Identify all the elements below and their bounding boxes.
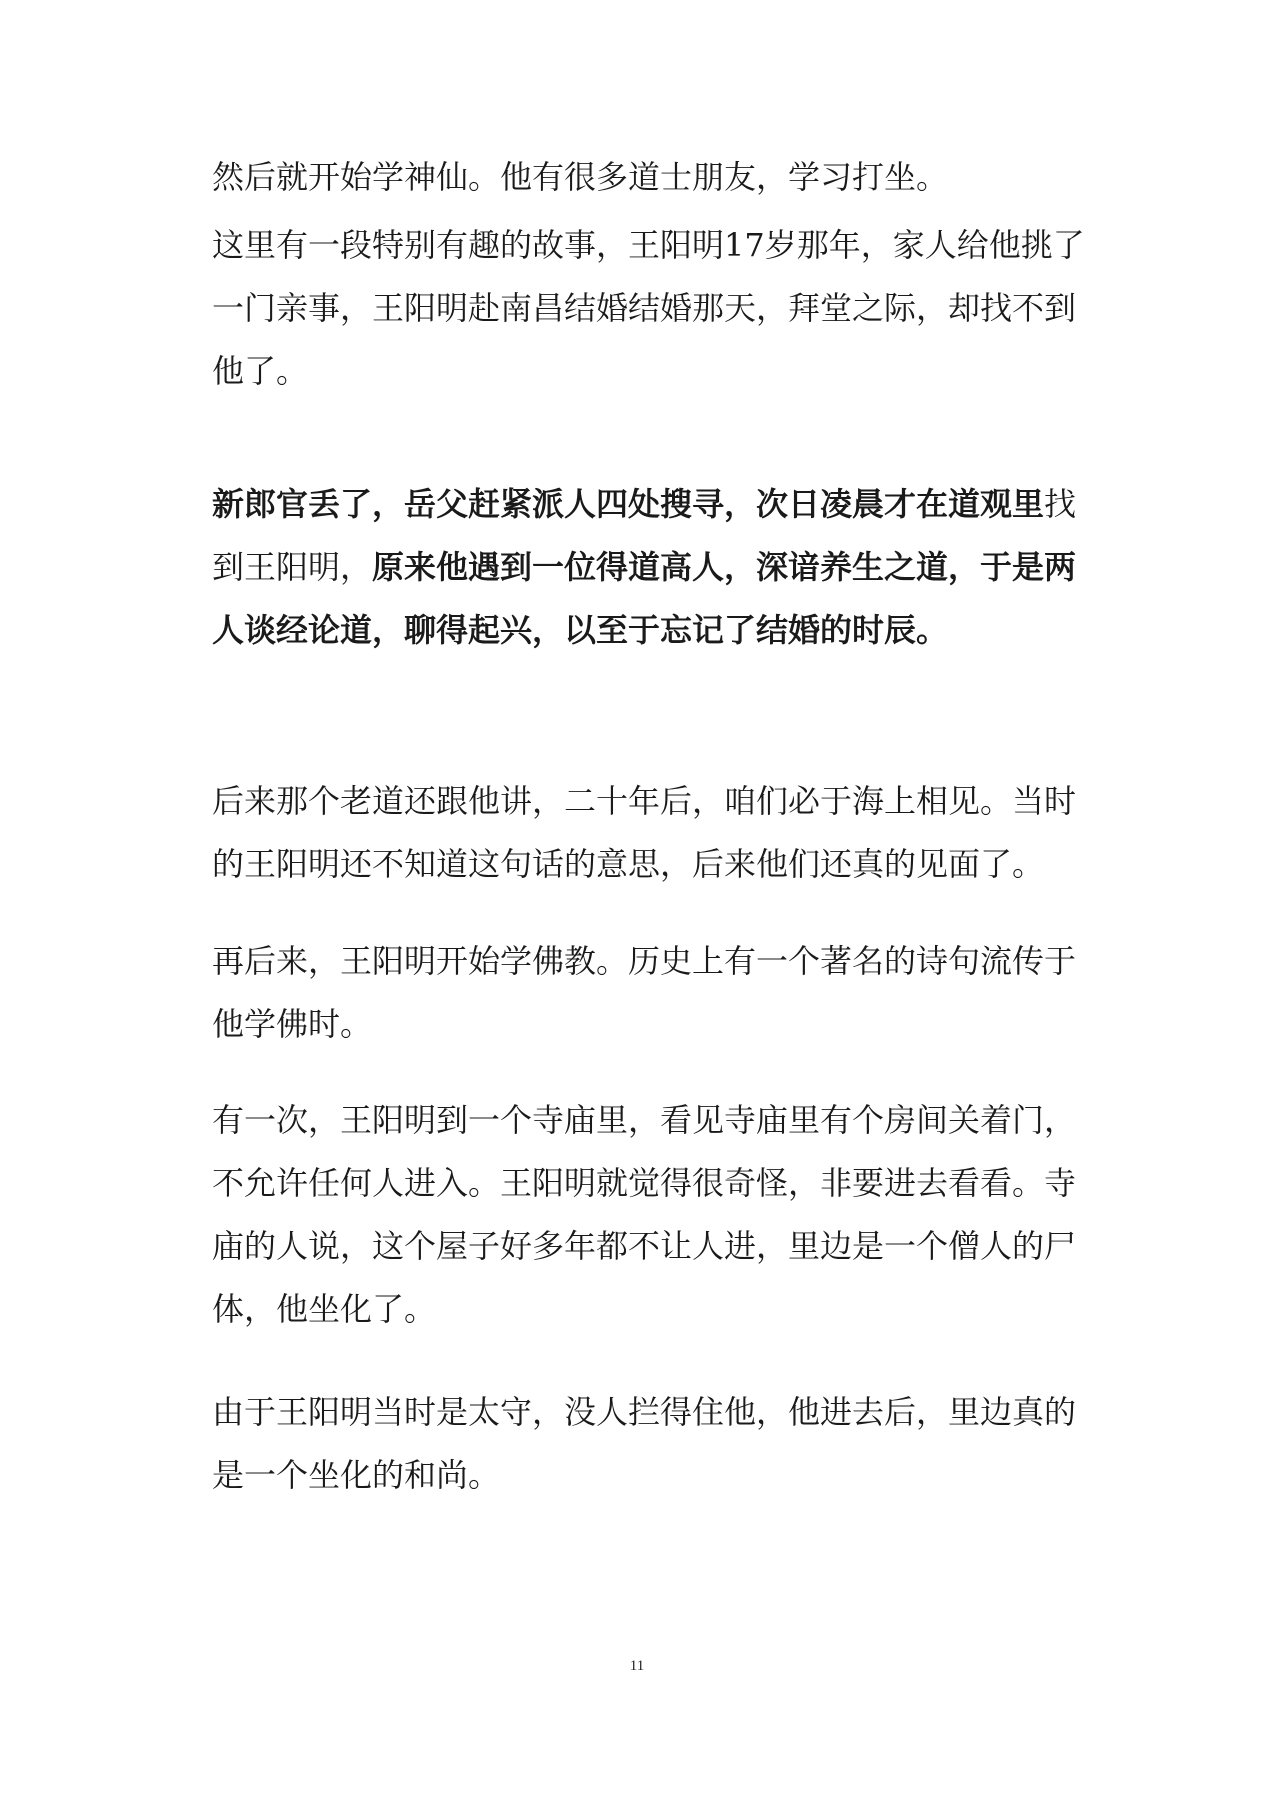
paragraph-7: 由于王阳明当时是太守，没人拦得住他，他进去后，里边真的是一个坐化的和尚。 [212, 1393, 1077, 1494]
paragraph-6: 有一次，王阳明到一个寺庙里，看见寺庙里有个房间关着门，不允许任何人进入。王阳明就觉得很奇怪，非要进去看看。寺庙的人说，这个屋子好多年都不让人进，里边是一个僧人的尸体，他坐化了。 [212, 1101, 1077, 1328]
paragraph-3-plain-mid: 找到王阳明， [212, 485, 1077, 586]
paragraph-1: 然后就开始学神仙。他有很多道士朋友，学习打坐。 [212, 158, 949, 196]
paragraph-3-bold [212, 473, 1097, 662]
paragraph-3-bold-head: 新郎官丢了，岳父赶紧派人四处搜寻，次日凌晨才在道观里 [212, 485, 1045, 523]
paragraph-4: 后来那个老道还跟他讲，二十年后，咱们必于海上相见。当时的王阳明还不知道这句话的意思，后来他们还真的见面了。 [212, 782, 1077, 883]
paragraph-2: 这里有一段特别有趣的故事，王阳明17岁那年，家人给他挑了一门亲事，王阳明赴南昌结婚结婚那天，拜堂之际，却找不到他了。 [212, 226, 1085, 390]
paragraph-3-bold-tail: 原来他遇到一位得道高人，深谙养生之道，于是两人谈经论道，聊得起兴，以至于忘记了结婚的时辰。 [212, 548, 1077, 649]
page-number: 11 [629, 1658, 645, 1674]
paragraph-5: 再后来，王阳明开始学佛教。历史上有一个著名的诗句流传于他学佛时。 [212, 942, 1077, 1043]
